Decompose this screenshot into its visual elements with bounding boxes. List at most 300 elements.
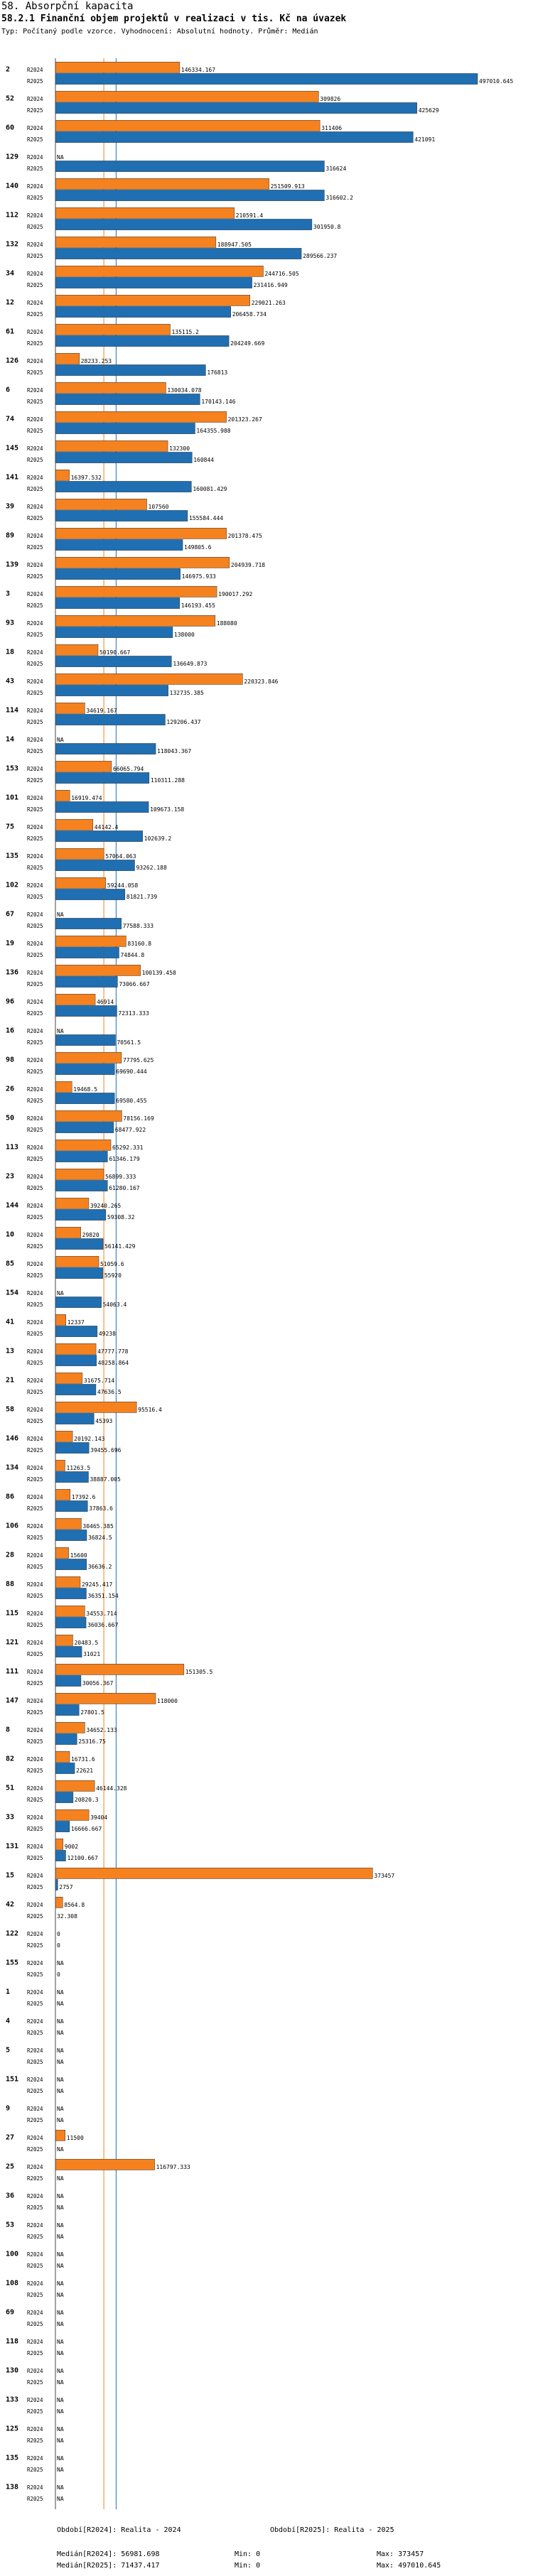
series-label-2024: R2024 (27, 2425, 43, 2432)
value-label-2024: NA (57, 2018, 64, 2025)
category-label: 67 (6, 910, 15, 919)
value-label-2024: 50190.667 (99, 649, 131, 656)
legend-2025: Období[R2025]: Realita - 2025 (270, 2526, 394, 2534)
series-label-2025: R2025 (27, 1651, 43, 1658)
value-label-2025: 61346.179 (109, 1156, 140, 1163)
series-label-2025: R2025 (27, 166, 43, 173)
value-label-2024: 151305.5 (185, 1668, 213, 1675)
series-label-2024: R2024 (27, 882, 43, 889)
category-label: 85 (6, 1260, 15, 1268)
bar-2024 (55, 1547, 69, 1558)
series-label-2024: R2024 (27, 1814, 43, 1821)
bar-2025 (55, 627, 173, 637)
series-label-2024: R2024 (27, 2484, 43, 2491)
series-label-2025: R2025 (27, 632, 43, 639)
series-label-2025: R2025 (27, 2379, 43, 2386)
value-label-2024: 19468.5 (73, 1086, 97, 1093)
series-label-2025: R2025 (27, 2350, 43, 2357)
series-label-2025: R2025 (27, 690, 43, 697)
category-label: 122 (6, 1930, 19, 1938)
bar-2025 (55, 568, 181, 579)
category-label: 75 (6, 823, 15, 831)
value-label-2025: 102639.2 (144, 835, 172, 843)
bar-2025 (55, 1471, 88, 1482)
bar-2025 (55, 1792, 73, 1802)
bar-2025 (55, 1093, 114, 1103)
series-label-2024: R2024 (27, 998, 43, 1005)
series-label-2025: R2025 (27, 2204, 43, 2212)
bar-2025 (55, 452, 192, 462)
series-label-2025: R2025 (27, 457, 43, 464)
bar-2024 (55, 1722, 85, 1733)
series-label-2025: R2025 (27, 1039, 43, 1046)
value-label-2025: 497010.645 (479, 78, 514, 85)
category-label: 6 (6, 386, 11, 394)
value-label-2024: NA (57, 2455, 64, 2462)
bar-2025 (55, 1442, 89, 1453)
bar-2025 (55, 1559, 87, 1569)
category-label: 130 (6, 2366, 19, 2375)
bar-2025 (55, 1821, 70, 1831)
bar-2024 (55, 1314, 66, 1325)
value-label-2025: 72313.333 (118, 1010, 149, 1017)
value-label-2024: 130034.078 (167, 386, 202, 394)
value-label-2024: 56899.333 (105, 1173, 136, 1180)
series-label-2024: R2024 (27, 416, 43, 423)
series-label-2024: R2024 (27, 124, 43, 131)
series-label-2025: R2025 (27, 2117, 43, 2124)
series-label-2024: R2024 (27, 95, 43, 102)
value-label-2024: 20192.143 (74, 1435, 105, 1442)
category-label: 153 (6, 764, 19, 773)
value-label-2025: 31021 (83, 1651, 101, 1658)
series-label-2024: R2024 (27, 1056, 43, 1064)
series-label-2025: R2025 (27, 311, 43, 318)
value-label-2024: NA (57, 1959, 64, 1966)
series-label-2025: R2025 (27, 2146, 43, 2153)
value-label-2024: 31675.714 (83, 1377, 115, 1384)
bar-2025 (55, 277, 252, 288)
value-label-2025: 69580.455 (116, 1098, 147, 1105)
bar-2025 (55, 73, 478, 84)
series-label-2024: R2024 (27, 1552, 43, 1559)
series-label-2024: R2024 (27, 503, 43, 510)
value-label-2024: 220323.846 (244, 678, 279, 685)
category-label: 2 (6, 65, 11, 74)
value-label-2025: 316624 (325, 166, 347, 173)
bar-2024 (55, 1460, 65, 1471)
bar-2024 (55, 1693, 156, 1704)
value-label-2025: 129206.437 (166, 719, 201, 726)
series-label-2024: R2024 (27, 1639, 43, 1646)
bar-2024 (55, 586, 217, 597)
bar-2024 (55, 266, 263, 276)
value-label-2025: 421091 (414, 136, 436, 144)
max-2025-text: Max: 497010.645 (377, 2562, 441, 2570)
series-label-2025: R2025 (27, 2437, 43, 2445)
value-label-2025: 160844 (193, 457, 215, 464)
value-label-2025: NA (57, 2146, 64, 2153)
bar-2025 (55, 539, 183, 550)
series-label-2025: R2025 (27, 1476, 43, 1483)
value-label-2024: 66065.794 (112, 765, 144, 772)
bar-2024 (55, 120, 320, 131)
value-label-2025: 68477.922 (114, 1127, 146, 1134)
category-label: 101 (6, 794, 19, 802)
value-label-2024: 0 (57, 1930, 60, 1937)
category-label: 145 (6, 444, 19, 453)
bar-2024 (55, 353, 80, 364)
series-label-2025: R2025 (27, 2321, 43, 2328)
series-label-2025: R2025 (27, 1709, 43, 1716)
category-label: 15 (6, 1871, 15, 1880)
category-label: 125 (6, 2425, 19, 2433)
bar-2024 (55, 1897, 63, 1907)
series-label-2025: R2025 (27, 2030, 43, 2037)
series-label-2025: R2025 (27, 661, 43, 668)
value-label-2025: NA (57, 2263, 64, 2270)
value-label-2024: 28233.253 (80, 357, 112, 364)
bar-2024 (55, 1839, 63, 1849)
value-label-2025: 93262.188 (136, 865, 167, 872)
value-label-2025: NA (57, 2467, 64, 2474)
category-label: 10 (6, 1230, 15, 1239)
series-label-2024: R2024 (27, 1610, 43, 1617)
value-label-2025: 289566.237 (303, 253, 338, 260)
series-label-2025: R2025 (27, 894, 43, 901)
bar-2025 (55, 947, 119, 958)
value-label-2025: NA (57, 2030, 64, 2037)
bar-2025 (55, 1151, 107, 1162)
value-label-2025: NA (57, 2175, 64, 2182)
series-label-2025: R2025 (27, 1971, 43, 1979)
bar-2025 (55, 1180, 107, 1191)
series-label-2025: R2025 (27, 1418, 43, 1425)
series-label-2024: R2024 (27, 823, 43, 830)
value-label-2024: 201323.267 (227, 416, 262, 423)
bar-2024 (55, 62, 180, 72)
bar-2025 (55, 1646, 82, 1657)
value-label-2024: 107560 (148, 503, 169, 510)
bar-2024 (55, 877, 106, 888)
value-label-2025: 37863.6 (89, 1505, 113, 1512)
bar-2024 (55, 382, 166, 393)
bar-2025 (55, 335, 229, 346)
series-label-2024: R2024 (27, 2192, 43, 2199)
bar-2025 (55, 830, 143, 841)
value-label-2025: 231416.949 (253, 282, 288, 289)
category-label: 134 (6, 1463, 19, 1472)
series-label-2025: R2025 (27, 1243, 43, 1250)
value-label-2024: NA (57, 2484, 64, 2491)
value-label-2025: 316602.2 (325, 195, 353, 202)
category-label: 26 (6, 1085, 15, 1093)
bar-2024 (55, 324, 170, 335)
series-label-2024: R2024 (27, 1115, 43, 1122)
category-label: 113 (6, 1143, 19, 1152)
value-label-2025: 81821.739 (126, 894, 158, 901)
min-2024-text: Min: 0 (235, 2550, 261, 2558)
value-label-2024: 132300 (169, 445, 190, 452)
category-label: 146 (6, 1434, 19, 1443)
category-label: 111 (6, 1667, 19, 1676)
value-label-2024: 11263.5 (66, 1464, 91, 1471)
value-label-2024: NA (57, 2280, 64, 2287)
series-label-2024: R2024 (27, 1697, 43, 1704)
category-label: 155 (6, 1959, 19, 1967)
bar-2024 (55, 1780, 95, 1791)
category-label: 151 (6, 2075, 19, 2084)
value-label-2025: 22621 (76, 1768, 94, 1775)
value-label-2024: NA (57, 2425, 64, 2432)
series-label-2025: R2025 (27, 1622, 43, 1629)
value-label-2024: 309826 (320, 95, 341, 102)
series-label-2025: R2025 (27, 1942, 43, 1949)
category-label: 129 (6, 153, 19, 161)
bar-2024 (55, 615, 215, 626)
value-label-2024: NA (57, 2309, 64, 2316)
series-label-2025: R2025 (27, 602, 43, 610)
series-label-2024: R2024 (27, 1668, 43, 1675)
value-label-2024: 210591.4 (235, 212, 264, 219)
value-label-2024: NA (57, 2338, 64, 2345)
value-label-2025: 59308.32 (107, 1214, 135, 1221)
value-label-2024: 39404 (90, 1814, 108, 1821)
bar-2025 (55, 219, 312, 229)
bar-2024 (55, 1635, 72, 1645)
value-label-2025: 27801.5 (80, 1709, 104, 1716)
series-label-2025: R2025 (27, 806, 43, 813)
value-label-2025: 204249.669 (230, 340, 265, 347)
bar-2024 (55, 470, 70, 480)
bar-2025 (55, 860, 134, 870)
value-label-2024: 188080 (216, 619, 237, 627)
category-label: 34 (6, 269, 15, 278)
value-label-2024: 16919.474 (71, 794, 102, 801)
category-label: 141 (6, 473, 19, 482)
category-label: 69 (6, 2308, 15, 2317)
series-label-2024: R2024 (27, 1202, 43, 1209)
series-label-2024: R2024 (27, 2280, 43, 2287)
series-label-2024: R2024 (27, 1522, 43, 1530)
value-label-2024: NA (57, 2221, 64, 2229)
category-label: 100 (6, 2250, 19, 2258)
series-label-2025: R2025 (27, 1505, 43, 1512)
value-label-2024: 16731.6 (70, 1755, 95, 1763)
value-label-2025: 0 (57, 1942, 60, 1949)
category-label: 12 (6, 298, 15, 307)
series-label-2025: R2025 (27, 253, 43, 260)
bar-2024 (55, 295, 250, 305)
bar-2024 (55, 1343, 96, 1354)
bar-2025 (55, 976, 117, 987)
value-label-2025: 47636.5 (97, 1389, 122, 1396)
series-label-2024: R2024 (27, 794, 43, 801)
series-label-2025: R2025 (27, 923, 43, 930)
bar-2025 (55, 597, 180, 608)
value-label-2025: NA (57, 2321, 64, 2328)
category-label: 3 (6, 590, 11, 598)
series-label-2025: R2025 (27, 486, 43, 493)
value-label-2025: 2757 (59, 1884, 73, 1891)
median-2025-text: Medián[R2025]: 71437.417 (57, 2562, 160, 2570)
category-label: 114 (6, 706, 19, 715)
series-label-2024: R2024 (27, 1581, 43, 1588)
category-label: 39 (6, 502, 15, 511)
series-label-2025: R2025 (27, 2496, 43, 2503)
series-label-2024: R2024 (27, 2251, 43, 2258)
series-label-2024: R2024 (27, 1493, 43, 1500)
category-label: 42 (6, 1900, 15, 1909)
category-label: 43 (6, 677, 15, 686)
value-label-2024: 20483.5 (74, 1639, 99, 1646)
series-label-2024: R2024 (27, 1435, 43, 1442)
category-label: 112 (6, 211, 19, 220)
value-label-2024: 311406 (321, 124, 343, 131)
value-label-2025: NA (57, 2001, 64, 2008)
bar-2025 (55, 801, 149, 812)
category-label: 133 (6, 2396, 19, 2404)
series-label-2024: R2024 (27, 386, 43, 394)
series-label-2025: R2025 (27, 340, 43, 347)
bar-2024 (55, 1373, 82, 1383)
value-label-2025: 56141.429 (104, 1243, 136, 1250)
value-label-2024: 46914 (97, 998, 114, 1005)
category-label: 88 (6, 1580, 15, 1589)
value-label-2024: NA (57, 2367, 64, 2374)
value-label-2024: NA (57, 2105, 64, 2112)
bar-2024 (55, 1169, 104, 1179)
series-label-2025: R2025 (27, 1127, 43, 1134)
series-label-2024: R2024 (27, 940, 43, 947)
bar-2025 (55, 394, 200, 404)
bar-2024 (55, 1664, 184, 1674)
category-label: 28 (6, 1551, 15, 1559)
category-label: 25 (6, 2163, 15, 2171)
value-label-2024: 34553.714 (86, 1610, 117, 1617)
category-label: 27 (6, 2133, 15, 2142)
series-label-2024: R2024 (27, 299, 43, 306)
bar-2025 (55, 656, 171, 666)
series-label-2025: R2025 (27, 1884, 43, 1891)
series-label-2025: R2025 (27, 136, 43, 144)
series-label-2025: R2025 (27, 2234, 43, 2241)
value-label-2025: NA (57, 2379, 64, 2386)
value-label-2024: 57064.063 (105, 853, 136, 860)
bar-2024 (55, 1110, 122, 1121)
series-label-2025: R2025 (27, 1098, 43, 1105)
value-label-2025: 36824.5 (88, 1535, 112, 1542)
category-label: 154 (6, 1289, 19, 1297)
bar-2025 (55, 1850, 65, 1861)
category-label: 82 (6, 1755, 15, 1763)
category-label: 139 (6, 561, 19, 569)
category-label: 93 (6, 619, 15, 627)
series-label-2024: R2024 (27, 1144, 43, 1151)
series-label-2025: R2025 (27, 2001, 43, 2008)
series-label-2025: R2025 (27, 573, 43, 580)
series-label-2025: R2025 (27, 1214, 43, 1221)
series-label-2024: R2024 (27, 1086, 43, 1093)
category-label: 61 (6, 328, 15, 336)
series-label-2025: R2025 (27, 224, 43, 231)
value-label-2025: NA (57, 2088, 64, 2095)
bar-2025 (55, 364, 205, 375)
series-label-2024: R2024 (27, 2455, 43, 2462)
series-label-2025: R2025 (27, 1593, 43, 1600)
value-label-2024: 46144.328 (96, 1785, 127, 1792)
series-label-2025: R2025 (27, 1913, 43, 1920)
bar-2024 (55, 1868, 372, 1878)
series-label-2024: R2024 (27, 1959, 43, 1966)
value-label-2024: 34619.167 (86, 707, 117, 714)
category-label: 106 (6, 1522, 19, 1530)
series-label-2025: R2025 (27, 1331, 43, 1338)
bar-2024 (55, 644, 98, 655)
value-label-2025: 136649.873 (173, 661, 208, 668)
value-label-2024: 116797.333 (156, 2163, 190, 2170)
category-label: 50 (6, 1114, 15, 1122)
value-label-2025: NA (57, 2496, 64, 2503)
series-label-2025: R2025 (27, 1360, 43, 1367)
value-label-2025: NA (57, 2408, 64, 2415)
value-label-2024: NA (57, 1289, 64, 1297)
category-label: 36 (6, 2192, 15, 2200)
value-label-2025: 45393 (95, 1418, 113, 1425)
category-label: 16 (6, 1027, 15, 1035)
bar-2025 (55, 1209, 106, 1220)
bar-2024 (55, 994, 95, 1005)
value-label-2024: 17392.6 (71, 1493, 96, 1500)
value-label-2025: NA (57, 2204, 64, 2212)
value-label-2025: 118043.367 (157, 748, 192, 755)
median-2024-text: Medián[R2024]: 56981.698 (57, 2550, 160, 2558)
value-label-2025: 170143.146 (201, 399, 236, 406)
value-label-2024: 204939.718 (230, 561, 266, 568)
series-label-2024: R2024 (27, 1872, 43, 1879)
series-label-2024: R2024 (27, 445, 43, 452)
value-label-2024: NA (57, 2251, 64, 2258)
bar-2025 (55, 1413, 94, 1424)
value-label-2024: 229021.263 (251, 299, 286, 306)
value-label-2024: 118000 (157, 1697, 178, 1704)
bar-2024 (55, 1227, 81, 1238)
series-label-2025: R2025 (27, 865, 43, 872)
series-label-2025: R2025 (27, 2467, 43, 2474)
bar-2025 (55, 714, 165, 725)
value-label-2025: 149805.6 (184, 544, 212, 551)
value-label-2025: 16666.667 (70, 1826, 102, 1833)
series-label-2025: R2025 (27, 1826, 43, 1833)
series-label-2024: R2024 (27, 2309, 43, 2316)
series-label-2024: R2024 (27, 561, 43, 568)
bar-2025 (55, 1530, 87, 1540)
value-label-2024: 16397.532 (70, 474, 102, 481)
bar-2024 (55, 1431, 72, 1441)
value-label-2025: 48258.864 (97, 1360, 129, 1367)
bar-2024 (55, 673, 242, 684)
value-label-2025: 36636.2 (87, 1564, 112, 1571)
value-label-2025: 73066.667 (119, 981, 150, 988)
bar-2025 (55, 306, 231, 317)
series-label-2025: R2025 (27, 195, 43, 202)
value-label-2025: 176813 (207, 369, 228, 377)
bar-2025 (55, 510, 188, 521)
value-label-2024: 51059.6 (100, 1260, 124, 1267)
series-label-2024: R2024 (27, 1348, 43, 1355)
series-label-2025: R2025 (27, 2088, 43, 2095)
category-label: 53 (6, 2221, 15, 2229)
